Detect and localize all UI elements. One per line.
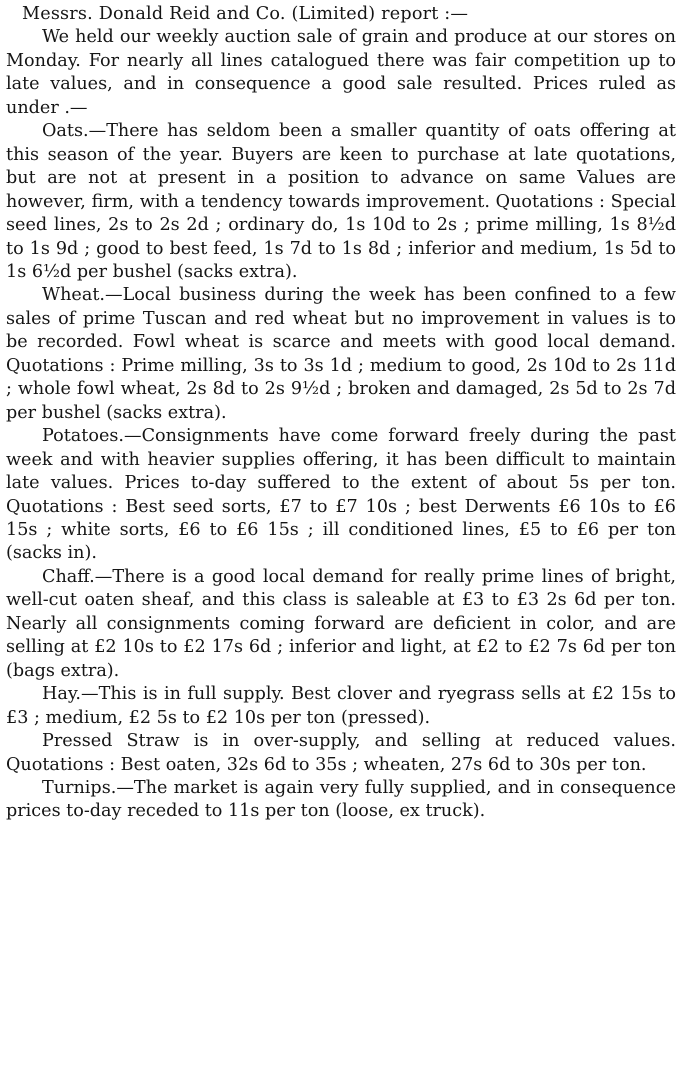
potatoes-paragraph: Potatoes.—Consignments have come forward freely during the past week and with heavier supplies offering, it has been difficult to maintain late values. Prices to-day suffered to the extent of about 5s per ton. Quotations : Best seed sorts, £7 to £7 10s ; best Derwents £6 10s to £6 15s ; white sorts, £6 to £6 15s ; ill conditioned lines, £5 to £6 per ton (sacks in). [6, 426, 676, 564]
oats-paragraph: Oats.—There has seldom been a smaller quantity of oats offering at this season of the year. Buyers are keen to purchase at late quotations, but are not at present in a position to advance on same Values are however, firm, with a tendency towards improvement. Quotations : Special seed lines, 2s to 2s 2d ; ordinary do, 1s 10d to 2s ; prime milling, 1s 8½d to 1s 9d ; good to best feed, 1s 7d to 1s 8d ; inferior and medium, 1s 5d to 1s 6½d per bushel (sacks extra). [6, 121, 676, 282]
turnips-paragraph: Turnips.—The market is again very fully supplied, and in consequence prices to-day receded to 11s per ton (loose, ex truck). [6, 777, 676, 822]
chaff-paragraph: Chaff.—There is a good local demand for really prime lines of bright, well-cut oaten sheaf, and this class is saleable at £3 to £3 2s 6d per ton. Nearly all consignments coming forward are deficient in color, and are selling at £2 10s to £2 17s 6d ; inferior and light, at £2 to £2 7s 6d per ton (bags extra). [6, 566, 676, 681]
wheat-paragraph: Wheat.—Local business during the week has been confined to a few sales of prime Tuscan and red wheat but no improvement in values is to be recorded. Fowl wheat is scarce and meets with good local demand. Quotations : Prime milling, 3s to 3s 1d ; medium to good, 2s 10d to 2s 11d ; whole fowl wheat, 2s 8d to 2s 9½d ; broken and damaged, 2s 5d to 2s 7d per bushel (sacks extra). [6, 285, 676, 423]
pressed-straw-paragraph: Pressed Straw is in over-supply, and selling at reduced values. Quotations : Best oaten, 32s 6d to 35s ; wheaten, 27s 6d to 30s per ton. [6, 731, 676, 775]
hay-paragraph: Hay.—This is in full supply. Best clover and ryegrass sells at £2 15s to £3 ; medium, £2 5s to £2 10s per ton (pressed). [6, 684, 676, 728]
intro-paragraph: We held our weekly auction sale of grain and produce at our stores on Monday. For nearly all lines catalogued there was fair competition up to late values, and in consequence a good sale resulted. Prices ruled as under .— [6, 27, 676, 118]
report-heading: Messrs. Donald Reid and Co. (Limited) report :— [22, 4, 469, 24]
